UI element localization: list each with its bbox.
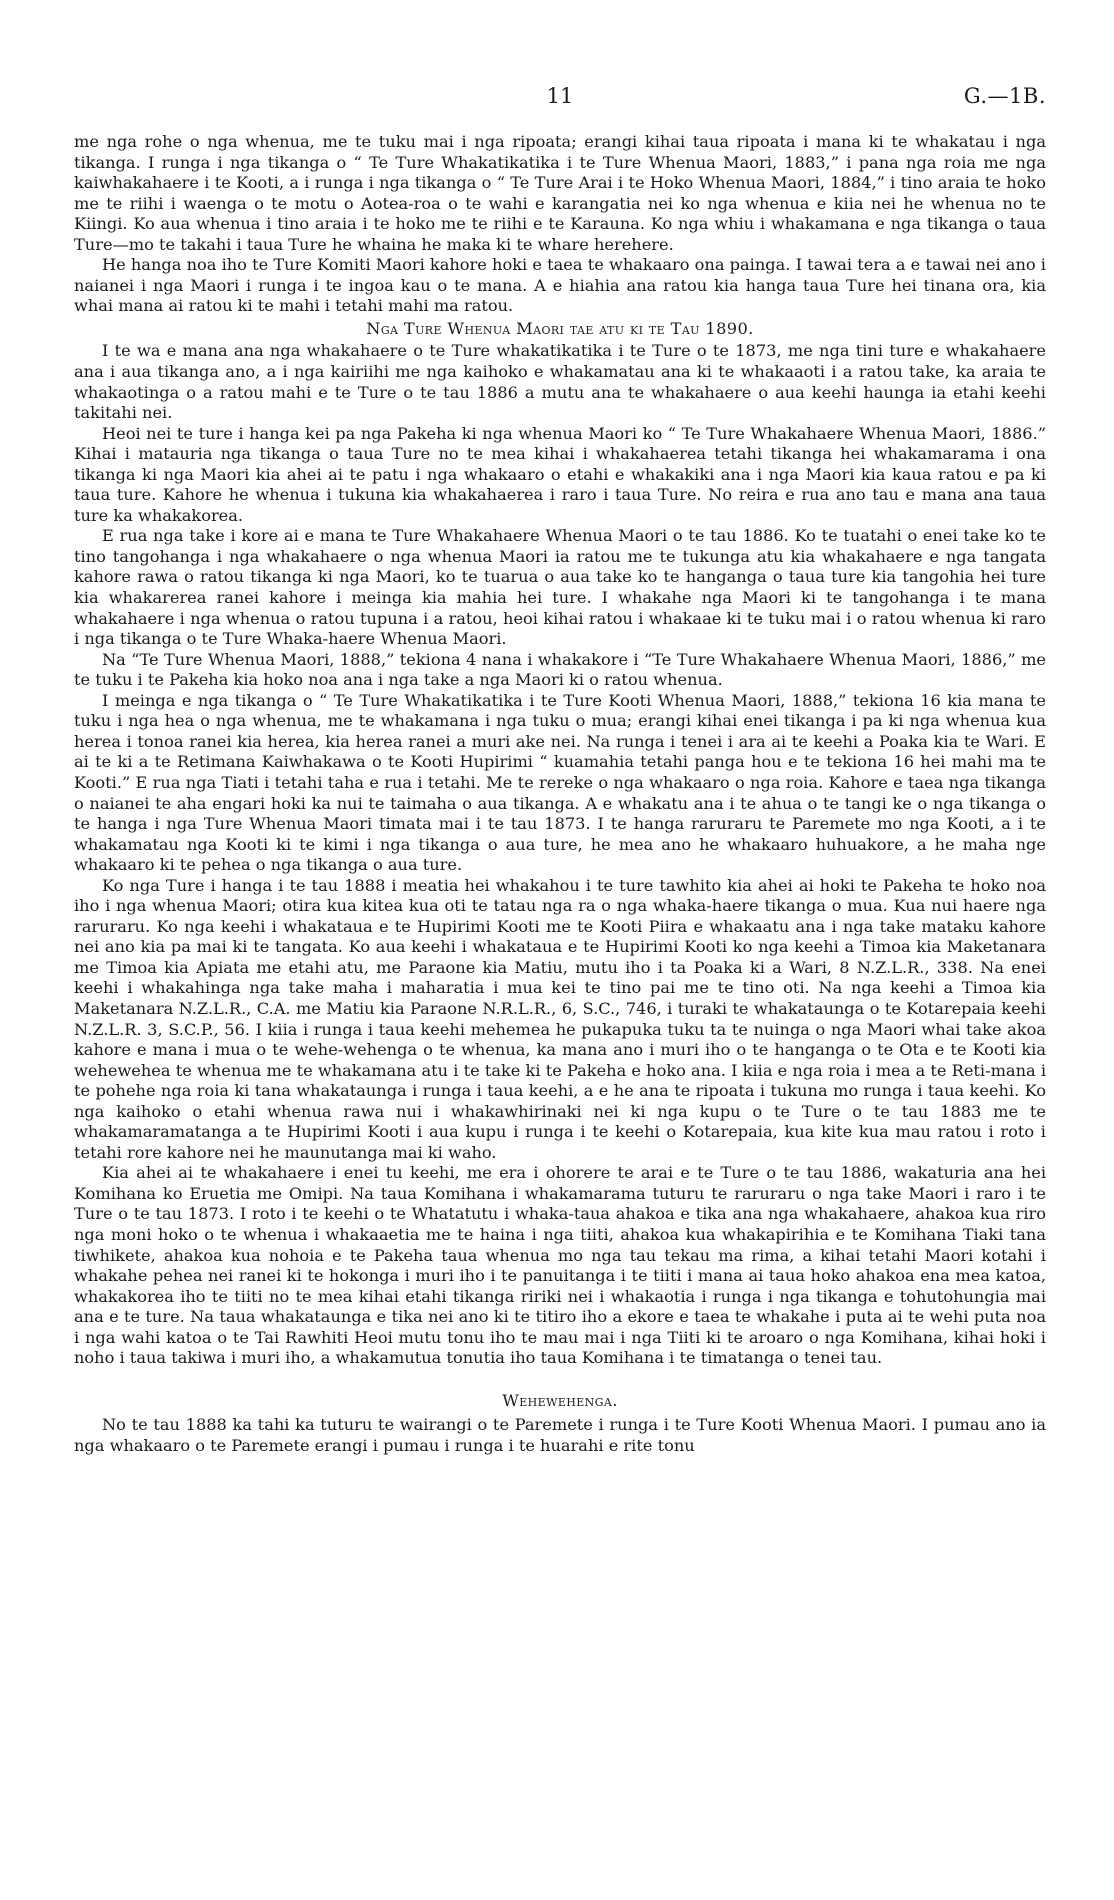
paragraph: No te tau 1888 ka tahi ka tuturu te wairangi o te Paremete i runga i te Ture Kooti Whenua Maori. I pumau ano ia nga whakaaro o te Paremete erangi i pumau i runga i te huarahi e rite tonu — [74, 1415, 1046, 1455]
page-header — [74, 86, 1046, 120]
document-code: G.—1B. — [963, 84, 1046, 108]
paragraph: Na “Te Ture Whenua Maori, 1888,” tekiona 4 nana i whakakore i “Te Ture Whakahaere Whenua Maori, 1886,” me te tuku i te Pakeha kia hoko noa ana i nga take a nga Maori ki o ratou whenua. — [74, 649, 1046, 690]
paragraph: I meinga e nga tikanga o “ Te Ture Whakatikatika i te Ture Kooti Whenua Maori, 1888,” tekiona 16 kia mana te tuku i nga hea o nga whenua, me te whakamana i nga tuku o mua; erangi kihai enei tikanga i pa ki nga whenua kua herea i tonoa ranei kia herea, kia herea ranei a muri ake nei. Na runga i tenei i ara ai te keehi a Poaka kia te Wari. E ai te ki a te Retimana Kaiwhakawa o te Kooti Hupirimi “ kuamahia tetahi panga hou e te tekiona 16 hei mahi ma te Kooti.” E rua nga Tiati i tetahi taha e rua i tetahi. Me te rereke o nga whakaaro o nga roia. Kahore e taea nga tikanga o naianei te aha engari hoki ka nui te taimaha o aua tikanga. A e whakatu ana i te ahua o te tangi ke o nga tikanga o te hanga i nga Ture Whenua Maori timata mai i te tau 1873. I te hanga raruraru te Paremete mo nga Kooti, a i te whakamatau nga Kooti ki te kimi i nga tikanga o aua ture, he mea ano he whakaaro huhuakore, a he maha nge whakaaro ki te pehea o nga tikanga o aua ture. — [74, 690, 1046, 875]
paragraph: E rua nga take i kore ai e mana te Ture Whakahaere Whenua Maori o te tau 1886. Ko te tuatahi o enei take ko te tino tangohanga i nga whakahaere o nga whenua Maori ia ratou me te tukunga atu kia whakahaere e nga tangata kahore rawa o ratou tikanga ki nga Maori, ko te tuarua o aua take ko te hanganga o taua ture kia tangohia hei ture kia whakarerea ranei kahore i meinga kia mahia hei ture. I whakahe nga Maori ki te tangohanga i te mana whakahaere i nga whenua o ratou tupuna i a ratou, heoi kihai ratou i whakaae ki te tuku mai i o ratou whenua ki raro i nga tikanga o te Ture Whaka-haere Whenua Maori. — [74, 526, 1046, 649]
paragraph: He hanga noa iho te Ture Komiti Maori kahore hoki e taea te whakaaro ona painga. I tawai tera a e tawai nei ano i naianei i nga Maori i runga i te ingoa kau o te mana. A e hiahia ana ratou kia hanga taua Ture hei tinana ora, kia whai mana ai ratou ki te mahi i tetahi mahi ma ratou. — [74, 255, 1046, 316]
paragraph: I te wa e mana ana nga whakahaere o te Ture whakatikatika i te Ture o te 1873, me nga tini ture e whakahaere ana i aua tikanga ano, a i nga kairiihi me nga kaihoko e whakamatau ana ki te whakaaoti i a ratou take, ka araia te whakaotinga o a ratou mahi e te Ture o te tau 1886 a mutu ana te whakahaere o aua keehi haunga ia etahi keehi takitahi nei. — [74, 341, 1046, 423]
section-heading: Nga Ture Whenua Maori tae atu ki te Tau 1890. — [366, 318, 754, 338]
paragraph: Heoi nei te ture i hanga kei pa nga Pakeha ki nga whenua Maori ko “ Te Ture Whakahaere Whenua Maori, 1886.” Kihai i matauria nga tikanga o taua Ture no te mea kihai i whakahaerea tetahi tikanga hei whakamarama i ona tikanga ki nga Maori kia ahei ai te patu i nga whakaaro o etahi e whakakiki ana i nga Maori kia kaua ratou e pa ki taua ture. Kahore he whenua i tukuna kia whakahaerea i raro i taua Ture. No reira e rua ano tau e mana ana taua ture ka whakakorea. — [74, 423, 1046, 525]
section-heading: Wehewehenga. — [502, 1390, 618, 1410]
paragraph: Kia ahei ai te whakahaere i enei tu keehi, me era i ohorere te arai e te Ture o te tau 1886, wakaturia ana hei Komihana ko Eruetia me Omipi. Na taua Komihana i whakamarama tuturu te raruraru o nga take Maori i raro i te Ture o te tau 1873. I roto i te keehi o te Whatatutu i whaka-taua ahakoa e tika ana nga whakahaere, ahakoa kua riro nga moni hoko o te whenua i whakaaetia me te haina i nga tiiti, ahakoa kua whakapirihia e te Komihana Tiaki tana tiwhikete, ahakoa kua nohoia e te Pakeha taua whenua mo nga tau tekau ma rima, a kihai tetahi Maori kotahi i whakahe pehea nei ranei ki te hokonga i muri iho i te panuitanga i te tiiti i mana ai taua hoko ahakoa ena mea katoa, whakakorea iho te tiiti no te mea kihai etahi tikanga ririki nei i whakaotia i runga i nga tikanga e tohutohungia mai ana e te ture. Na taua whakataunga e tika nei ano ki te titiro iho a ekore e taea te whakahe i puta ai te wehi puta noa i nga wahi katoa o te Tai Rawhiti Heoi mutu tonu iho te mau mai i nga Tiiti ki te aroaro o nga Komihana, kihai hoki i noho i taua takiwa i muri iho, a whakamutua tonutia iho taua Komihana i te timatanga o tenei tau. — [74, 1163, 1046, 1368]
document-page — [74, 86, 1046, 1456]
document-body — [74, 132, 1046, 1456]
paragraph: me nga rohe o nga whenua, me te tuku mai i nga ripoata; erangi kihai taua ripoata i mana ki te whakatau i nga tikanga. I runga i nga tikanga o “ Te Ture Whakatikatika i te Ture Whenua Maori, 1883,” i pana nga roia me nga kaiwhakahaere i te Kooti, a i runga i nga tikanga o “ Te Ture Arai i te Hoko Whenua Maori, 1884,” i tino araia te hoko me te riihi i waenga o te motu o Aotea-roa o te wahi e karangatia nei ko nga whenua e kiia nei he whenua no te Kiingi. Ko aua whenua i tino araia i te hoko me te riihi e te Karauna. Ko nga whiu i whakamana e nga tikanga o taua Ture—mo te takahi i taua Ture he whaina he maka ki te whare herehere. — [74, 132, 1046, 254]
page-number: 11 — [546, 84, 574, 108]
paragraph: Ko nga Ture i hanga i te tau 1888 i meatia hei whakahou i te ture tawhito kia ahei ai hoki te Pakeha te hoko noa iho i nga whenua Maori; otira kua kitea kua oti te tatau nga ra o nga whaka-haere tikanga o mua. Kua nui haere nga raruraru. Ko nga keehi i whakataua e te Hupirimi Kooti me te Kooti Piira e whakaatu ana i nga take mataku kahore nei ano kia pa mai ki te tangata. Ko aua keehi i whakataua e te Hupirimi Kooti ko nga keehi a Timoa kia Maketanara me Timoa kia Apiata me etahi atu, me Paraone kia Matiu, mutu iho i ta Poaka ki a Wari, 8 N.Z.L.R., 338. Na enei keehi i whakahinga nga take maha i maharatia i mua kei te tino pai me te tino oti. Na nga keehi a Timoa kia Maketanara N.Z.L.R., C.A. me Matiu kia Paraone N.R.L.R., 6, S.C., 746, i turaki te whakataunga o te Kotarepaia keehi N.Z.L.R. 3, S.C.P., 56. I kiia i runga i taua keehi mehemea he pukapuka tuku ta te nuinga o nga Maori whai take akoa kahore e mana i mua o te wehe-wehenga o te whenua, ka mana ano i muri iho o te hanganga o te Ota e te Kooti kia wehewehea te whenua me te whakamana atu i te take ki te Pakeha e hoko ana. I kiia e nga roia i mea a te Reti-mana i te pohehe nga roia ki tana whakataunga i runga i taua keehi, a e he ana te ripoata i tukuna mo runga i taua keehi. Ko nga kaihoko o etahi whenua rawa nui i whakawhirinaki nei ki nga kupu o te Ture o te tau 1883 me te whakamaramatanga a te Hupirimi Kooti i aua kupu i runga i te keehi o Kotarepaia, kua kite kua mau ratou i roto i tetahi rore kahore nei he maunutanga mai ki waho. — [74, 875, 1046, 1162]
